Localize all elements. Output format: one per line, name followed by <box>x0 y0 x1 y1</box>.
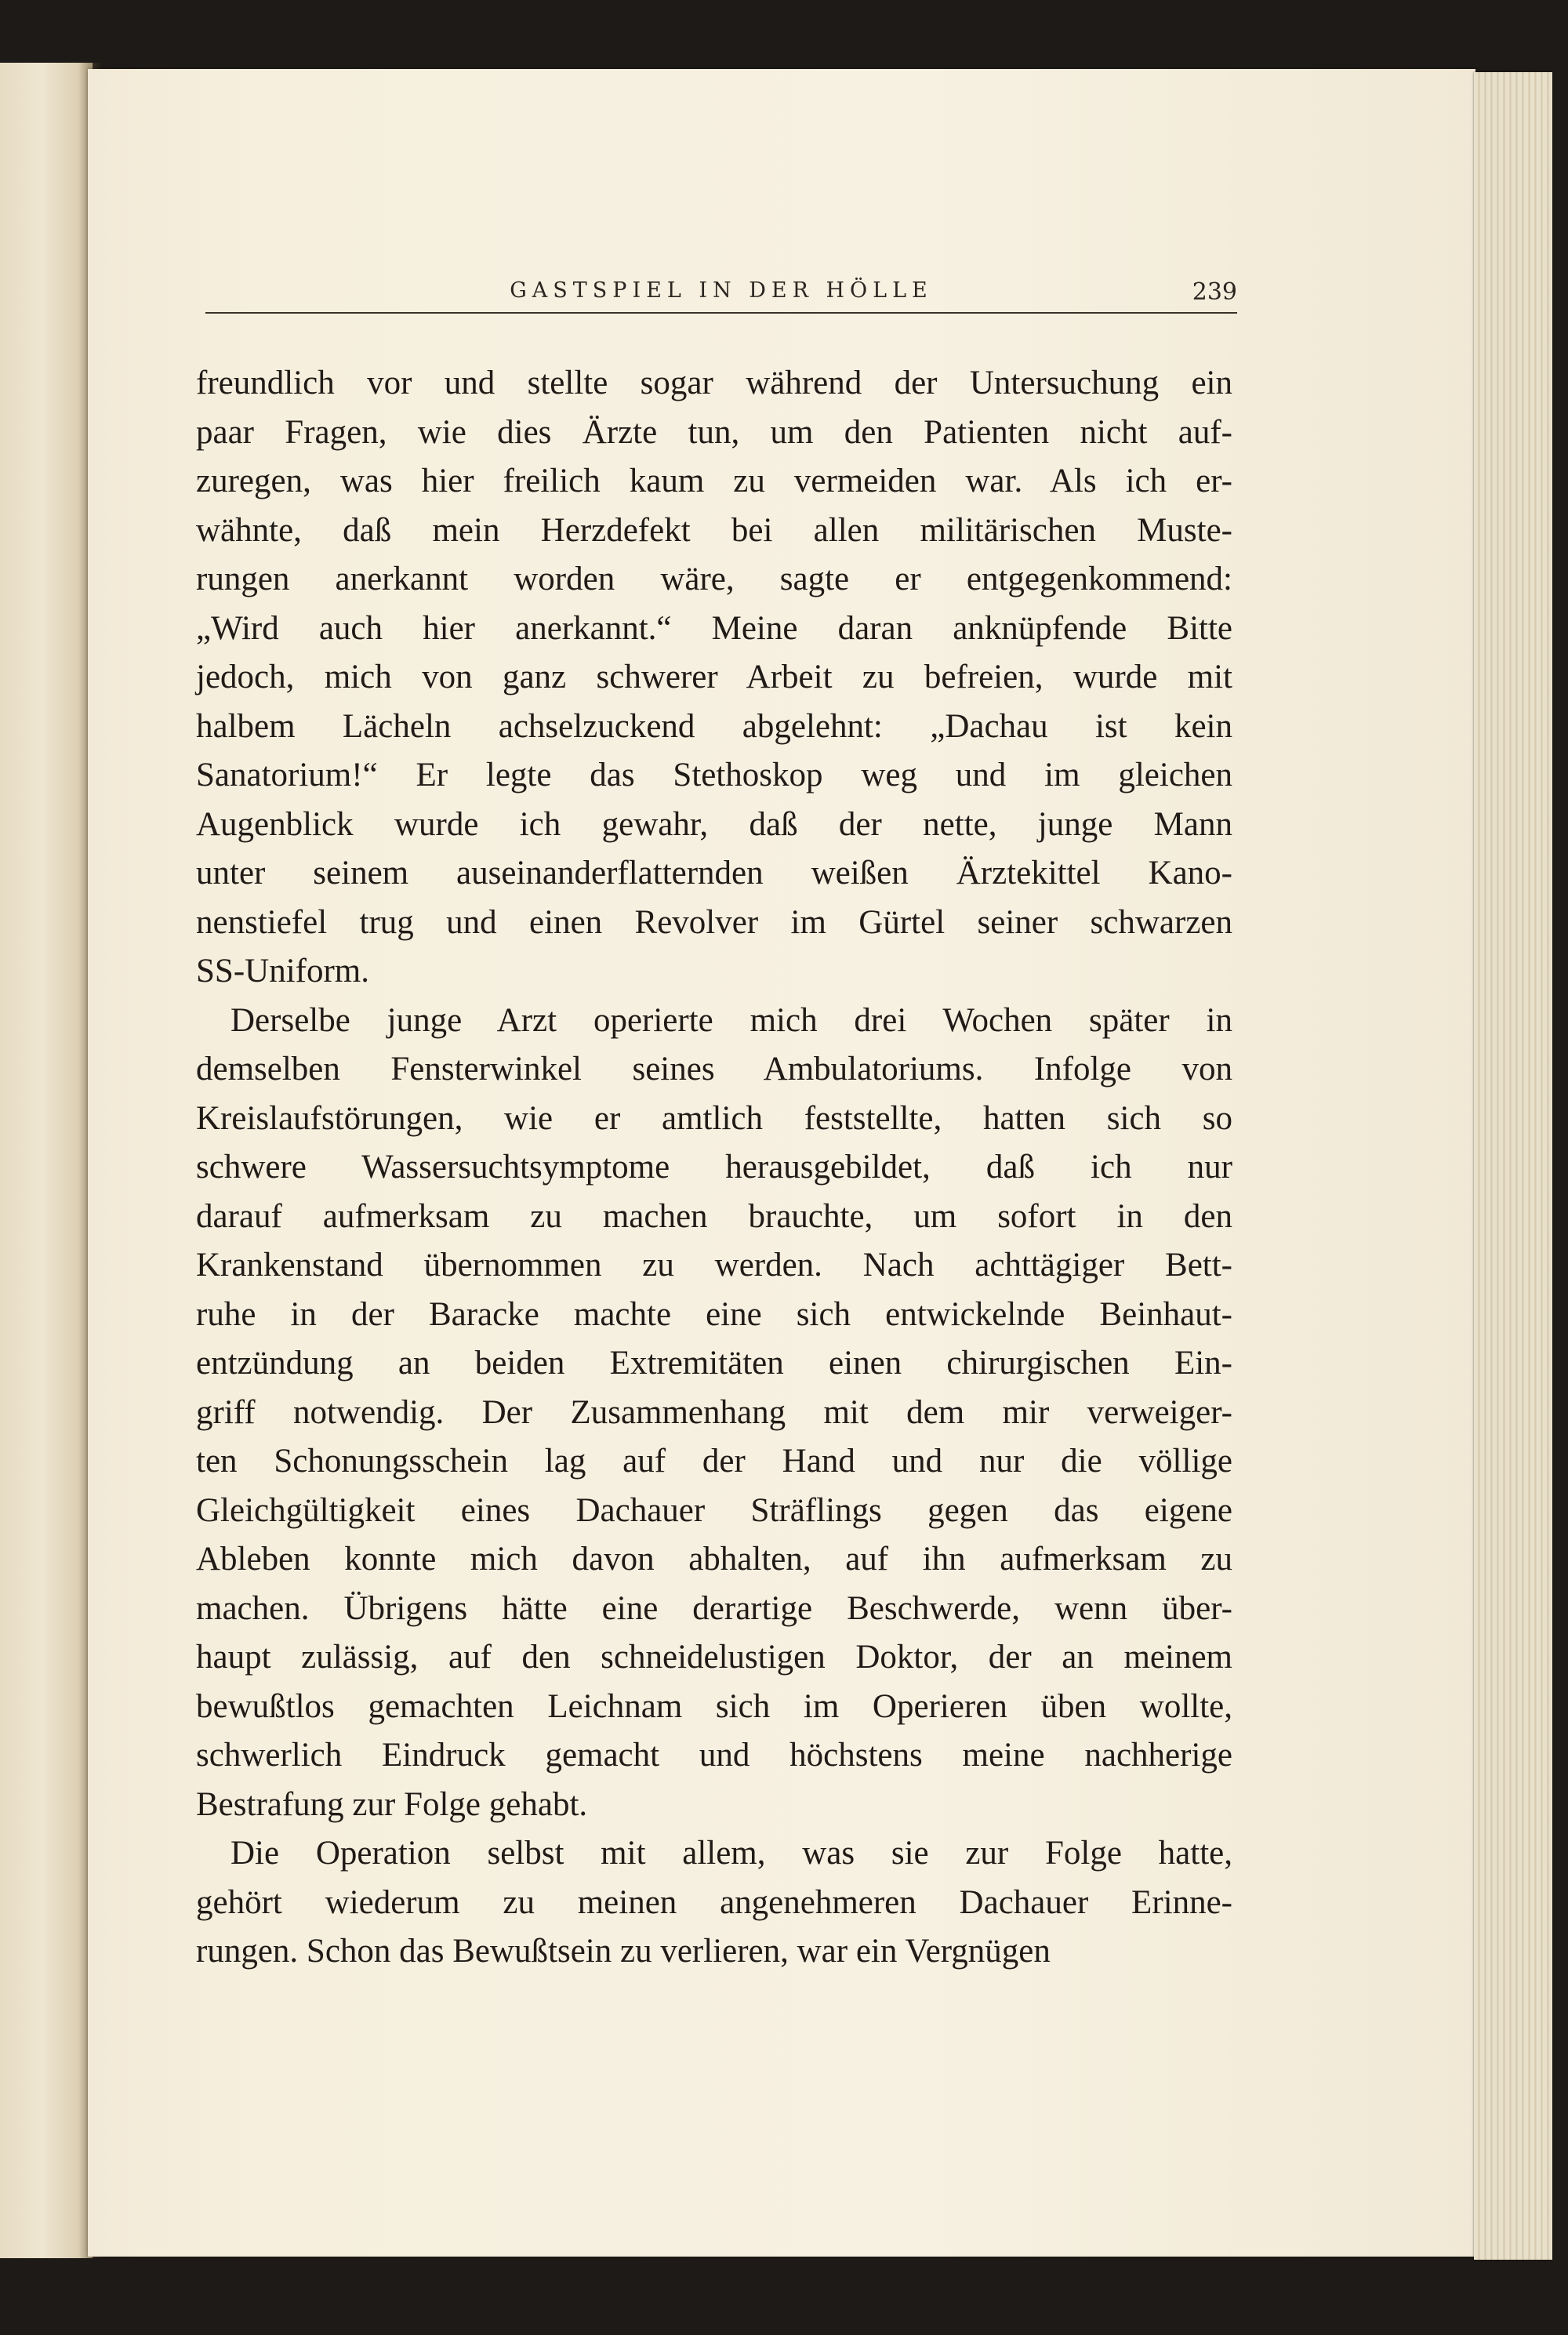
text-line: ruhe in der Baracke machte eine sich entwickelnde Beinhaut- <box>196 1295 1232 1333</box>
page-number: 239 <box>1192 278 1237 306</box>
text-line: jedoch, mich von ganz schwerer Arbeit zu befreien, wurde mit <box>196 659 1232 695</box>
text-line: nenstiefel trug und einen Revolver im Gürtel seiner schwarzen <box>196 903 1232 941</box>
text-line: darauf aufmerksam zu machen brauchte, um sofort in den <box>196 1197 1232 1235</box>
text-line: halbem Lächeln achselzuckend abgelehnt: „Dachau ist kein <box>196 707 1232 745</box>
running-head-title: GASTSPIEL IN DER HÖLLE <box>510 278 933 303</box>
body-text <box>196 359 1232 1977</box>
text-line: ten Schonungsschein lag auf der Hand und nur die völlige <box>196 1443 1232 1480</box>
text-line: schwere Wassersuchtsymptome herausgebildet, daß ich nur <box>196 1149 1232 1186</box>
text-line: Krankenstand übernommen zu werden. Nach achttägiger Bett- <box>196 1247 1232 1284</box>
text-line: machen. Übrigens hätte eine derartige Beschwerde, wenn über- <box>196 1589 1232 1627</box>
paragraph <box>196 997 1232 1830</box>
text-line: griff notwendig. Der Zusammenhang mit dem mir verweiger- <box>196 1393 1232 1431</box>
text-line: paar Fragen, wie dies Ärzte tun, um den Patienten nicht auf- <box>196 413 1232 451</box>
paragraph <box>196 359 1232 997</box>
text-line: „Wird auch hier anerkannt.“ Meine daran anknüpfende Bitte <box>196 609 1232 647</box>
text-line: Gleichgültigkeit eines Dachauer Sträflings gegen das eigene <box>196 1491 1232 1529</box>
text-line: schwerlich Eindruck gemacht und höchstens meine nachherige <box>196 1737 1232 1774</box>
text-line: Die Operation selbst mit allem, was sie zur Folge hatte, <box>230 1835 1232 1872</box>
page-block-edges <box>1474 72 1552 2260</box>
text-line: Derselbe junge Arzt operierte mich drei Wochen später in <box>230 1001 1232 1039</box>
text-line: bewußtlos gemachten Leichnam sich im Operieren üben wollte, <box>196 1687 1232 1725</box>
text-line: rungen. Schon das Bewußtsein zu verlieren, war ein Vergnügen <box>196 1933 1051 1970</box>
text-line: Augenblick wurde ich gewahr, daß der nette, junge Mann <box>196 805 1232 843</box>
text-line: Ableben konnte mich davon abhalten, auf ihn aufmerksam zu <box>196 1541 1232 1578</box>
text-line: unter seinem auseinanderflatternden weißen Ärztekittel Kano- <box>196 855 1232 892</box>
paragraph <box>196 1829 1232 1977</box>
text-line: SS-Uniform. <box>196 953 369 990</box>
text-line: haupt zulässig, auf den schneidelustigen Doktor, der an meinem <box>196 1639 1232 1676</box>
text-line: rungen anerkannt worden wäre, sagte er entgegenkommend: <box>196 561 1232 597</box>
text-line: zuregen, was hier freilich kaum zu vermeiden war. Als ich er- <box>196 463 1232 499</box>
text-line: gehört wiederum zu meinen angenehmeren Dachauer Erinne- <box>196 1883 1232 1921</box>
running-head <box>205 278 1237 311</box>
text-line: Bestrafung zur Folge gehabt. <box>196 1785 588 1823</box>
text-line: freundlich vor und stellte sogar während der Untersuchung ein <box>196 365 1232 401</box>
text-line: wähnte, daß mein Herzdefekt bei allen militärischen Muste- <box>196 511 1232 549</box>
text-line: Kreislaufstörungen, wie er amtlich feststellte, hatten sich so <box>196 1099 1232 1137</box>
text-line: demselben Fensterwinkel seines Ambulatoriums. Infolge von <box>196 1051 1232 1088</box>
header-rule <box>205 312 1237 314</box>
text-line: Sanatorium!“ Er legte das Stethoskop weg und im gleichen <box>196 757 1232 793</box>
text-line: entzündung an beiden Extremitäten einen chirurgischen Ein- <box>196 1345 1232 1382</box>
